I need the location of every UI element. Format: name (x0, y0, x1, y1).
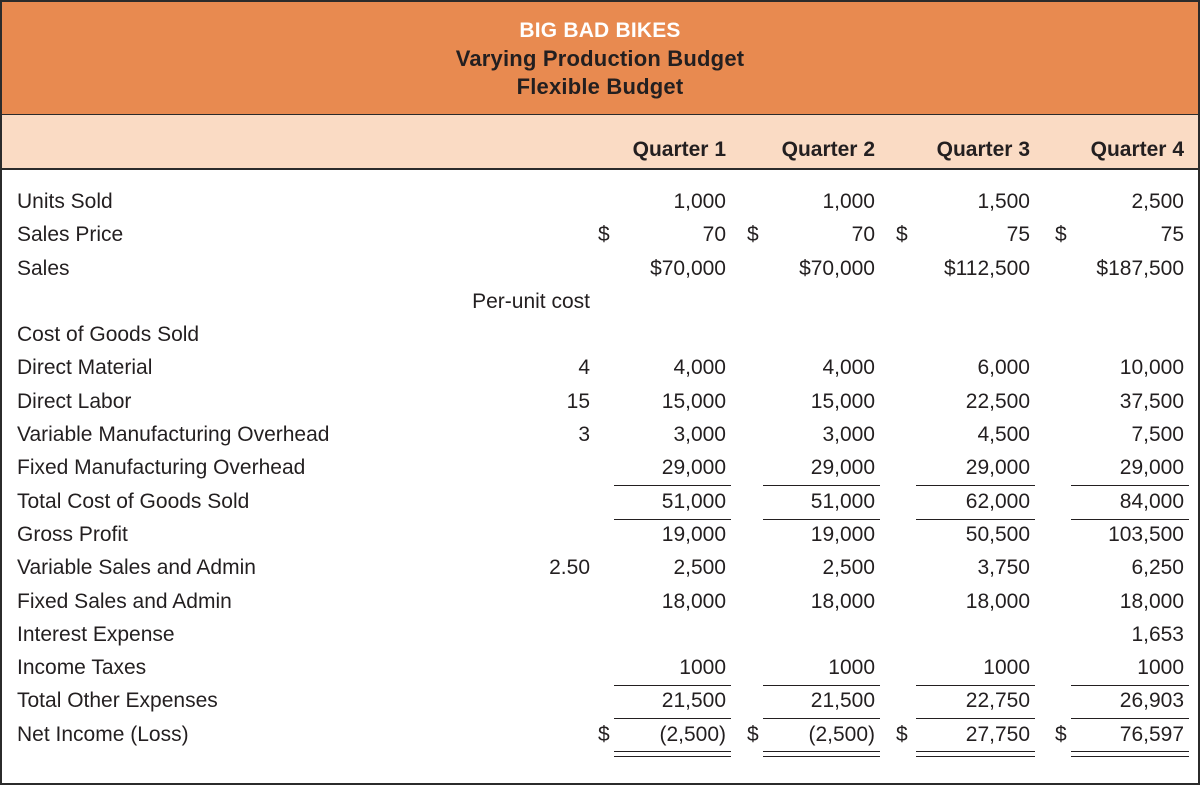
currency-symbol: $ (747, 722, 759, 746)
cell-q3: 62,000 (888, 490, 1043, 514)
cell-q1 (590, 723, 739, 747)
cell-q3: 6,000 (977, 356, 1030, 380)
row-perunit: 4 (578, 356, 590, 380)
cell-value: 70 (851, 223, 875, 247)
cell-q3: 1000 (888, 656, 1043, 680)
cell-q1: 21,500 (590, 689, 739, 713)
currency-symbol: $ (598, 223, 610, 247)
cell-q4: $187,500 (1096, 256, 1184, 280)
row-label: Direct Material (17, 356, 153, 380)
cell-q1: 15,000 (661, 389, 726, 413)
column-header-band (0, 115, 1200, 170)
cell-q4: 26,903 (1043, 689, 1198, 713)
table-row-total-cogs (2, 490, 1198, 523)
cell-value: 76,597 (1119, 722, 1184, 746)
table-row-interest-expense (2, 623, 1198, 656)
cell-q3: 4,500 (977, 423, 1030, 447)
table-row-fixed-mfg-overhead (2, 456, 1198, 489)
cell-q2: $70,000 (799, 256, 875, 280)
cell-q4: 1,653 (1131, 622, 1184, 646)
row-label: Variable Manufacturing Overhead (17, 423, 330, 447)
cell-q4 (1043, 723, 1198, 747)
row-label: Sales (17, 256, 70, 280)
row-label: Cost of Goods Sold (17, 323, 200, 347)
cell-q4: 29,000 (1043, 456, 1198, 480)
currency-symbol: $ (1055, 722, 1067, 746)
column-header-quarter-3: Quarter 3 (936, 138, 1030, 161)
report-subtitle: Flexible Budget (516, 74, 684, 99)
row-perunit: 2.50 (549, 556, 590, 580)
cell-q1: 3,000 (673, 423, 726, 447)
cell-value: 75 (1006, 223, 1030, 247)
cell-q3: 18,000 (965, 589, 1030, 613)
cell-q2: 1000 (739, 656, 888, 680)
cell-q1: 4,000 (673, 356, 726, 380)
table-row-net-income (2, 723, 1198, 756)
cell-q2: 3,000 (822, 423, 875, 447)
cell-q2: 19,000 (810, 522, 875, 546)
table-row-perunit-header (2, 290, 1198, 323)
row-label: Income Taxes (17, 656, 147, 680)
perunit-column-header: Per-unit cost (472, 289, 590, 313)
cell-q2: 15,000 (810, 389, 875, 413)
row-label: Total Other Expenses (17, 689, 218, 713)
table-row-fixed-sales-admin (2, 590, 1198, 623)
cell-q2: 21,500 (739, 689, 888, 713)
column-header-quarter-2: Quarter 2 (781, 138, 875, 161)
table-row-gross-profit (2, 523, 1198, 556)
cell-q3: $112,500 (943, 256, 1030, 280)
column-header-quarter-1: Quarter 1 (632, 138, 726, 161)
cell-q4 (1043, 223, 1198, 247)
cell-q1 (590, 223, 739, 247)
cell-q4: 7,500 (1131, 423, 1184, 447)
company-name: BIG BAD BIKES (519, 19, 681, 42)
currency-symbol: $ (896, 223, 908, 247)
table-row-variable-mfg-overhead (2, 423, 1198, 456)
report-name: Varying Production Budget (455, 46, 745, 71)
table-row-units-sold (2, 190, 1198, 223)
cell-q3: 3,750 (977, 556, 1030, 580)
table-row-direct-material (2, 356, 1198, 389)
row-perunit: 3 (578, 423, 590, 447)
table-row-direct-labor (2, 390, 1198, 423)
cell-q1: 18,000 (661, 589, 726, 613)
row-label: Interest Expense (17, 622, 175, 646)
row-label: Fixed Sales and Admin (17, 589, 232, 613)
row-label: Variable Sales and Admin (17, 556, 256, 580)
row-perunit: 15 (566, 389, 590, 413)
cell-q2 (739, 223, 888, 247)
currency-symbol: $ (747, 223, 759, 247)
cell-q1: 19,000 (661, 522, 726, 546)
cell-value: 27,750 (965, 722, 1030, 746)
cell-q3: 22,750 (888, 689, 1043, 713)
cell-q2: 51,000 (739, 490, 888, 514)
row-label: Direct Labor (17, 389, 132, 413)
table-row-sales (2, 257, 1198, 290)
cell-value: (2,500) (659, 722, 726, 746)
cell-q1: 51,000 (590, 490, 739, 514)
cell-q4: 2,500 (1131, 190, 1184, 213)
row-label: Sales Price (17, 223, 124, 247)
row-label: Net Income (Loss) (17, 722, 189, 746)
cell-q2: 1,000 (822, 190, 875, 213)
cell-q4: 84,000 (1043, 490, 1198, 514)
cell-q4: 37,500 (1119, 389, 1184, 413)
budget-body (0, 170, 1200, 785)
row-label: Units Sold (17, 190, 113, 213)
cell-q4: 18,000 (1119, 589, 1184, 613)
report-title-band (0, 0, 1200, 115)
cell-q3: 29,000 (888, 456, 1043, 480)
table-row-income-taxes (2, 656, 1198, 689)
cell-q2: 18,000 (810, 589, 875, 613)
column-header-row (2, 115, 1198, 168)
cell-q1: $70,000 (650, 256, 726, 280)
row-label: Fixed Manufacturing Overhead (17, 456, 306, 480)
currency-symbol: $ (1055, 223, 1067, 247)
cell-q4: 10,000 (1119, 356, 1184, 380)
cell-q2: 29,000 (739, 456, 888, 480)
cell-q4: 6,250 (1131, 556, 1184, 580)
table-row-variable-sales-admin (2, 556, 1198, 589)
table-row-sales-price (2, 223, 1198, 256)
cell-q1: 1000 (590, 656, 739, 680)
cell-q3: 50,500 (965, 522, 1030, 546)
column-header-quarter-4: Quarter 4 (1090, 138, 1184, 161)
cell-q4: 1000 (1043, 656, 1198, 680)
table-row-total-other-expenses (2, 689, 1198, 722)
cell-q3: 1,500 (977, 190, 1030, 213)
cell-q3 (888, 223, 1043, 247)
cell-q3: 22,500 (965, 389, 1030, 413)
currency-symbol: $ (896, 722, 908, 746)
row-label: Total Cost of Goods Sold (17, 489, 250, 513)
cell-q2 (739, 723, 888, 747)
table-row-cogs-heading (2, 323, 1198, 356)
cell-q1: 2,500 (673, 556, 726, 580)
cell-q2: 2,500 (822, 556, 875, 580)
row-label: Gross Profit (17, 522, 128, 546)
cell-value: 70 (702, 223, 726, 247)
currency-symbol: $ (598, 722, 610, 746)
cell-value: 75 (1160, 223, 1184, 247)
cell-q4: 103,500 (1108, 522, 1184, 546)
cell-q1: 1,000 (673, 190, 726, 213)
cell-q1: 29,000 (590, 456, 739, 480)
cell-q3 (888, 723, 1043, 747)
cell-q2: 4,000 (822, 356, 875, 380)
cell-value: (2,500) (808, 722, 875, 746)
